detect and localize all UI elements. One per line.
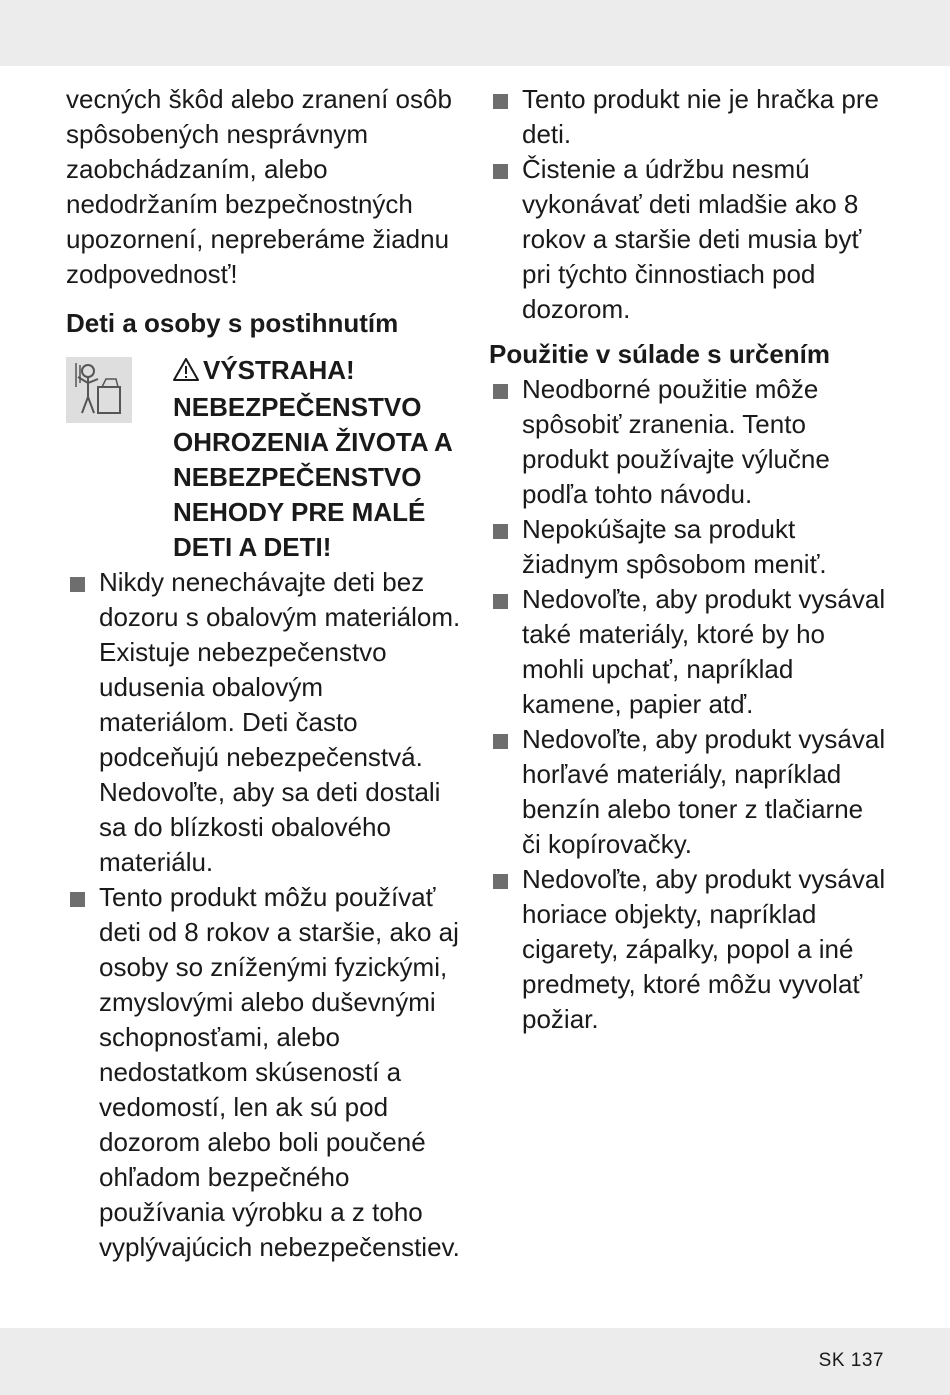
left-column	[66, 82, 466, 1265]
list-item: Neodborné použitie môže spôsobiť zranenia. Tento produkt používajte výlučne podľa tohto návodu.	[489, 372, 889, 512]
list-item: Nedovoľte, aby produkt vysával horiace objekty, napríklad cigarety, zápalky, popol a iné predmety, ktoré môžu vyvolať požiar.	[489, 862, 889, 1037]
warning-text: VÝSTRAHA! NEBEZPEČENSTVO OHROZENIA ŽIVOTA A NEBEZPEČENSTVO NEHODY PRE MALÉ DETI A DETI!	[173, 355, 452, 562]
square-bullet-icon	[493, 94, 508, 109]
list-item: Nedovoľte, aby produkt vysával také materiály, ktoré by ho mohli upchať, napríklad kamene, papier atď.	[489, 582, 889, 722]
section-heading-children: Deti a osoby s postihnutím	[66, 308, 399, 338]
list-item: Nedovoľte, aby produkt vysával horľavé materiály, napríklad benzín alebo toner z tlačiarne či kopírovačky.	[489, 722, 889, 862]
child-with-package-icon	[66, 357, 132, 423]
children-safety-list	[66, 565, 466, 1265]
intro-paragraph: vecných škôd alebo zranení osôb spôsobených nesprávnym zaobchádzaním, alebo nedodržaním bezpečnostných upozornení, nepreberáme žiadnu zodpovednosť!	[66, 84, 452, 289]
top-band	[0, 0, 950, 66]
right-column	[489, 82, 889, 1037]
section-heading-intended-use: Použitie v súlade s určením	[489, 339, 830, 369]
intended-use-list	[489, 372, 889, 1037]
product-toy-list	[489, 82, 889, 327]
list-item: Nikdy nenechávajte deti bez dozoru s obalovým materiálom. Existuje nebezpečenstvo udusenia obalovým materiálom. Deti často podceňujú nebezpečenstvá. Nedovoľte, aby sa deti dostali sa do blízkosti obalového materiálu.	[66, 565, 466, 880]
square-bullet-icon	[70, 577, 85, 592]
square-bullet-icon	[493, 874, 508, 889]
square-bullet-icon	[493, 164, 508, 179]
warning-triangle-icon	[173, 355, 199, 390]
square-bullet-icon	[493, 384, 508, 399]
square-bullet-icon	[493, 524, 508, 539]
square-bullet-icon	[70, 892, 85, 907]
square-bullet-icon	[493, 594, 508, 609]
list-item: Tento produkt môžu používať deti od 8 rokov a staršie, ako aj osoby so zníženými fyzickými, zmyslovými alebo duševnými schopnosťami, alebo nedostatkom skúseností a vedomostí, len ak sú pod dozorom alebo boli poučené ohľadom bezpečného používania výrobku a z toho vyplývajúcich nebezpečenstiev.	[66, 880, 466, 1265]
square-bullet-icon	[493, 734, 508, 749]
list-item: Tento produkt nie je hračka pre deti.	[489, 82, 889, 152]
footer-band	[0, 1328, 950, 1395]
warning-block	[66, 353, 466, 565]
list-item: Nepokúšajte sa produkt žiadnym spôsobom meniť.	[489, 512, 889, 582]
page-number: SK 137	[818, 1350, 884, 1371]
list-item: Čistenie a údržbu nesmú vykonávať deti mladšie ako 8 rokov a staršie deti musia byť pri týchto činnostiach pod dozorom.	[489, 152, 889, 327]
